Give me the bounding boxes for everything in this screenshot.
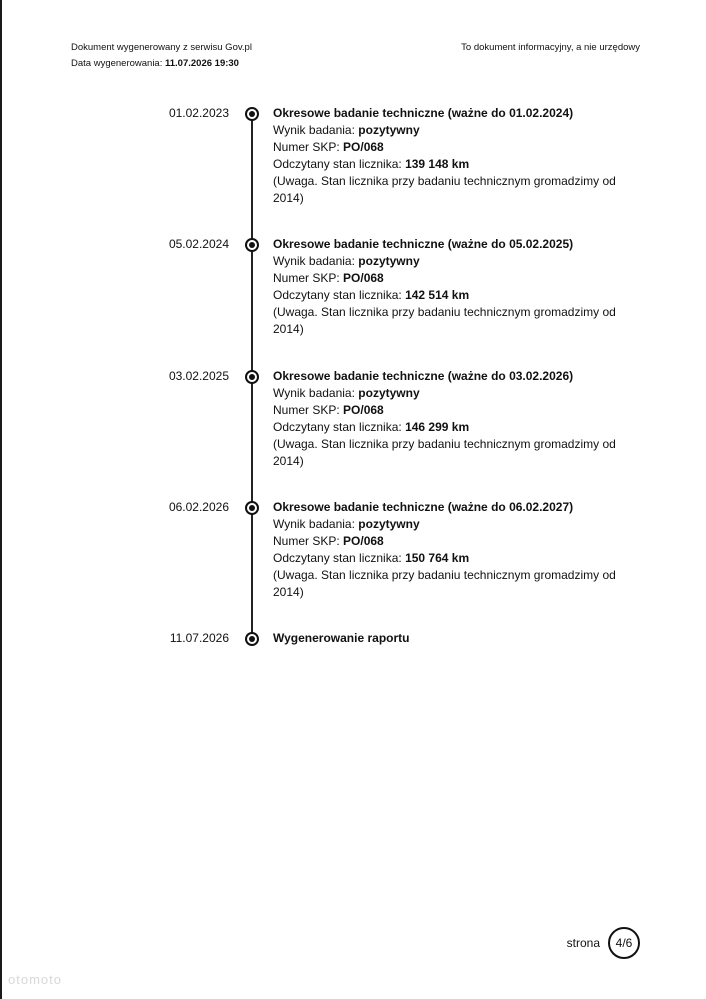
entry-title: Wygenerowanie raportu [273, 631, 410, 645]
entry-skp [273, 402, 618, 419]
entry-odometer-value: 139 148 km [405, 157, 470, 171]
entry-title: Okresowe badanie techniczne (ważne do 03.02.2026) [273, 369, 574, 383]
page-left-border [0, 0, 2, 999]
entry-odometer [273, 287, 618, 304]
entry-result [273, 385, 618, 402]
entry-result [273, 122, 618, 139]
timeline-dot-icon [245, 370, 259, 384]
entry-body [273, 499, 618, 601]
header-notice: To dokument informacyjny, a nie urzędowy [461, 42, 640, 53]
header-date-label: Data wygenerowania: [71, 58, 163, 69]
entry-skp-label: Numer SKP: [273, 140, 340, 154]
watermark-logo: otomoto [8, 972, 62, 987]
entry-odometer [273, 550, 618, 567]
entry-result-value: pozytywny [358, 517, 420, 531]
entry-result-label: Wynik badania: [273, 123, 355, 137]
entry-result-label: Wynik badania: [273, 386, 355, 400]
entry-body [273, 630, 618, 647]
header-date-value: 11.07.2026 19:30 [165, 58, 239, 69]
entry-title: Okresowe badanie techniczne (ważne do 01.02.2024) [273, 106, 574, 120]
entry-odometer-label: Odczytany stan licznika: [273, 551, 402, 565]
timeline-dot-icon [245, 238, 259, 252]
entry-body [273, 236, 618, 338]
entry-title: Okresowe badanie techniczne (ważne do 05.02.2025) [273, 237, 574, 251]
header-source-text: Dokument wygenerowany z serwisu Gov.pl [71, 42, 252, 53]
entry-result [273, 516, 618, 533]
entry-date: 05.02.2024 [168, 237, 229, 251]
page-number-badge: 4/6 [608, 927, 640, 959]
entry-odometer-value: 150 764 km [405, 551, 470, 565]
entry-result-label: Wynik badania: [273, 517, 355, 531]
timeline-dot-icon [245, 107, 259, 121]
entry-skp-value: PO/068 [343, 140, 384, 154]
entry-result-label: Wynik badania: [273, 254, 355, 268]
entry-skp-label: Numer SKP: [273, 271, 340, 285]
entry-odometer-label: Odczytany stan licznika: [273, 420, 402, 434]
entry-result-value: pozytywny [358, 386, 420, 400]
entry-skp-label: Numer SKP: [273, 534, 340, 548]
entry-odometer-label: Odczytany stan licznika: [273, 157, 402, 171]
entry-skp [273, 533, 618, 550]
entry-note: (Uwaga. Stan licznika przy badaniu technicznym gromadzimy od 2014) [273, 174, 616, 205]
entry-body [273, 368, 618, 470]
entry-skp-value: PO/068 [343, 403, 384, 417]
timeline-dot-icon [245, 632, 259, 646]
header-source [71, 40, 252, 72]
entry-date: 06.02.2026 [168, 500, 229, 514]
entry-note: (Uwaga. Stan licznika przy badaniu technicznym gromadzimy od 2014) [273, 437, 616, 468]
entry-skp [273, 270, 618, 287]
entry-skp-label: Numer SKP: [273, 403, 340, 417]
entry-skp-value: PO/068 [343, 534, 384, 548]
entry-skp-value: PO/068 [343, 271, 384, 285]
entry-result [273, 253, 618, 270]
entry-skp [273, 139, 618, 156]
entry-note: (Uwaga. Stan licznika przy badaniu technicznym gromadzimy od 2014) [273, 568, 616, 599]
entry-date: 03.02.2025 [168, 369, 229, 383]
page-label: strona [566, 936, 600, 950]
entry-odometer [273, 156, 618, 173]
page-footer [567, 927, 640, 959]
timeline-dot-icon [245, 501, 259, 515]
entry-title: Okresowe badanie techniczne (ważne do 06.02.2027) [273, 500, 574, 514]
entry-odometer-value: 146 299 km [405, 420, 470, 434]
entry-date: 01.02.2023 [168, 106, 229, 120]
header-generated-date [71, 56, 252, 72]
entry-date: 11.07.2026 [169, 631, 229, 645]
entry-result-value: pozytywny [358, 123, 420, 137]
entry-odometer-value: 142 514 km [405, 288, 470, 302]
entry-result-value: pozytywny [358, 254, 420, 268]
entry-odometer [273, 419, 618, 436]
entry-note: (Uwaga. Stan licznika przy badaniu technicznym gromadzimy od 2014) [273, 305, 616, 336]
entry-odometer-label: Odczytany stan licznika: [273, 288, 402, 302]
entry-body [273, 105, 618, 207]
